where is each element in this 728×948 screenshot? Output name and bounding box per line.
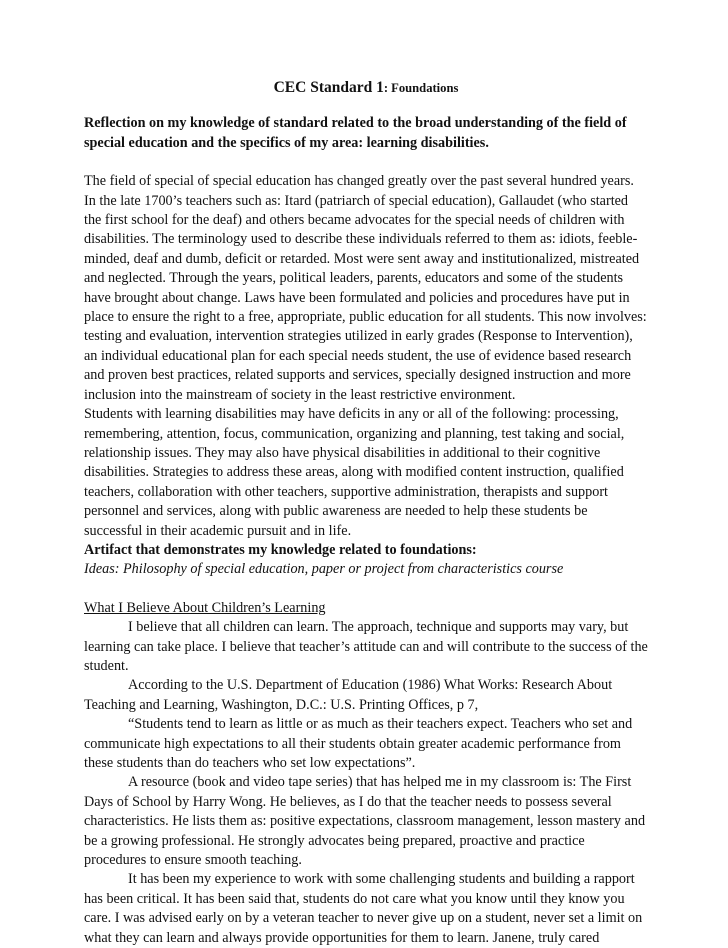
page-title bbox=[84, 78, 648, 98]
resource-paragraph: A resource (book and video tape series) that has helped me in my classroom is: The First Days of School by Harry Wong. He believes, as I do that the teacher needs to possess several characteristics. He lists them as: positive expectations, classroom management, lesson mastery and be a growing professional. He strongly advocates being prepared, proactive and practice procedures to ensure smooth teaching. bbox=[84, 774, 646, 869]
experience-paragraph: It has been my experience to work with some challenging students and building a rapport has been critical. It has been said that, students do not care what you know until they know you care. I was advised early on by a veteran teacher to never give up on a student, never set a limit on what they can learn and always provide opportunities for them to learn. Janene, truly cared bbox=[84, 871, 643, 946]
belief-paragraph: I believe that all children can learn. The approach, technique and supports may vary, but learning can take place. I believe that teacher’s attitude can and will contribute to the success of the student. bbox=[84, 619, 648, 674]
section-heading: What I Believe About Children’s Learning bbox=[84, 599, 326, 616]
artifact-label: Artifact that demonstrates my knowledge related to foundations: bbox=[84, 541, 477, 558]
document-page bbox=[84, 78, 648, 948]
quote-paragraph: “Students tend to learn as little or as much as their teachers expect. Teachers who set and communicate high expectations to all their students obtain greater academic performance from these students than do teachers who set low expectations”. bbox=[84, 716, 633, 771]
title-sub: : Foundations bbox=[383, 81, 459, 95]
history-paragraph: The field of special of special education has changed greatly over the past several hundred years. In the late 1700’s teachers such as: Itard (patriarch of special education), Gallaudet (who started the first school for the deaf) and others became advocates for the special needs of children with disabilities. The terminology used to describe these individuals referred to them as: idiots, feeble-minded, deaf and dumb, deficit or retarded. Most were sent away and institutionalized, mistreated and neglected. Through the years, political leaders, parents, educators and some of the students have brought about change. Laws have been formulated and policies and procedures have put in place to ensure the right to a free, appropriate, public education for all students. This now involves: testing and evaluation, intervention strategies utilized in early grades (Response to Intervention), an individual educational plan for each special needs student, the use of evidence based research and proven best practices, related supports and services, specially designed instruction and more inclusion into the mainstream of society in the least restrictive environment. bbox=[84, 173, 647, 403]
learning-disabilities-paragraph: Students with learning disabilities may have deficits in any or all of the following: processing, remembering, attention, focus, communication, organizing and planning, test taking and social, relationship issues. They may also have physical disabilities in additional to their cognitive disabilities. Strategies to address these areas, along with modified content instruction, qualified teachers, collaboration with other teachers, supportive administration, therapists and support personnel and services, along with public awareness are needed to help these students be successful in their academic pursuit and in life. bbox=[84, 406, 625, 539]
title-main: CEC Standard 1 bbox=[273, 79, 384, 96]
artifact-ideas: Ideas: Philosophy of special education, paper or project from characteristics course bbox=[84, 561, 564, 578]
reflection-heading: Reflection on my knowledge of standard related to the broad understanding of the field of special education and the specifics of my area: learning disabilities. bbox=[84, 115, 627, 151]
citation-paragraph: According to the U.S. Department of Education (1986) What Works: Research About Teaching and Learning, Washington, D.C.: U.S. Printing Offices, p 7, bbox=[84, 677, 613, 713]
